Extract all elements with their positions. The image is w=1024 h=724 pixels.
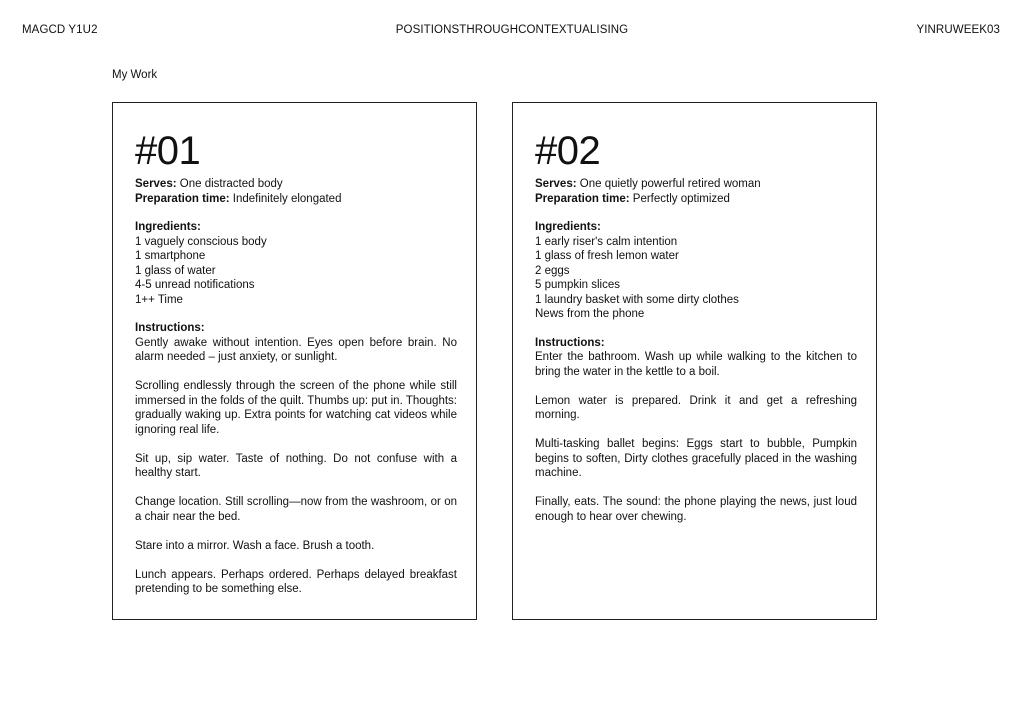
ingredients-list bbox=[135, 235, 457, 308]
instructions-heading: Instructions: bbox=[535, 336, 605, 349]
ingredient-item: 1 smartphone bbox=[135, 250, 206, 262]
ingredient-item: 2 eggs bbox=[535, 264, 570, 277]
card-number: #02 bbox=[535, 129, 601, 173]
instruction-paragraph: Sit up, sip water. Taste of nothing. Do not confuse with a healthy start. bbox=[135, 452, 457, 479]
ingredients-list bbox=[535, 235, 857, 322]
prep-time-line bbox=[535, 192, 857, 207]
section-label: My Work bbox=[112, 69, 158, 81]
instruction-paragraph: Enter the bathroom. Wash up while walking to the kitchen to bring the water in the kettle to a boil. bbox=[535, 351, 857, 378]
header-course-code: MAGCD Y1U2 bbox=[22, 24, 98, 36]
ingredient-item: 5 pumpkin slices bbox=[535, 279, 621, 291]
ingredient-item: 4-5 unread notifications bbox=[135, 279, 255, 291]
recipe-card-01 bbox=[112, 102, 477, 620]
ingredient-item: 1 vaguely conscious body bbox=[135, 235, 267, 248]
prep-time-line bbox=[135, 192, 457, 207]
instruction-paragraph: Finally, eats. The sound: the phone playing the news, just loud enough to hear over chewing. bbox=[535, 496, 857, 523]
header-week: YINRUWEEK03 bbox=[916, 24, 1000, 36]
prep-time-value: Perfectly optimized bbox=[629, 192, 730, 205]
instruction-paragraph: Stare into a mirror. Wash a face. Brush a tooth. bbox=[135, 539, 375, 552]
serves-value: One distracted body bbox=[176, 178, 283, 190]
ingredient-item: 1 glass of water bbox=[135, 264, 216, 277]
serves-value: One quietly powerful retired woman bbox=[576, 178, 761, 190]
card-number: #01 bbox=[135, 129, 201, 173]
serves-label: Serves: bbox=[135, 178, 177, 190]
ingredients-heading: Ingredients: bbox=[135, 221, 201, 233]
serves-line bbox=[135, 177, 457, 192]
prep-time-value: Indefinitely elongated bbox=[229, 192, 342, 205]
ingredients-heading: Ingredients: bbox=[535, 221, 601, 233]
recipe-card-02 bbox=[512, 102, 877, 620]
prep-time-label: Preparation time: bbox=[135, 192, 230, 205]
instruction-paragraph: Change location. Still scrolling—now from the washroom, or on a chair near the bed. bbox=[135, 496, 457, 523]
instruction-paragraph: Lemon water is prepared. Drink it and get a refreshing morning. bbox=[535, 394, 857, 421]
instruction-paragraph: Multi-tasking ballet begins: Eggs start to bubble, Pumpkin begins to soften, Dirty clothes gracefully placed in the washing machine. bbox=[535, 438, 857, 479]
prep-time-label: Preparation time: bbox=[535, 192, 630, 205]
ingredient-item: 1++ Time bbox=[135, 293, 183, 306]
instructions-heading: Instructions: bbox=[135, 322, 205, 334]
ingredient-item: 1 glass of fresh lemon water bbox=[535, 250, 679, 262]
serves-label: Serves: bbox=[535, 178, 577, 190]
instruction-paragraph: Lunch appears. Perhaps ordered. Perhaps delayed breakfast pretending to be something else. bbox=[135, 568, 457, 595]
serves-line bbox=[535, 177, 857, 192]
header-title: POSITIONSTHROUGHCONTEXTUALISING bbox=[395, 24, 629, 36]
instruction-paragraph: Scrolling endlessly through the screen of the phone while still immersed in the folds of the quilt. Thumbs up: put in. Thoughts: gradually waking up. Extra points for watching cat videos while ignoring real life. bbox=[135, 380, 457, 436]
ingredient-item: News from the phone bbox=[535, 308, 645, 320]
instruction-paragraph: Gently awake without intention. Eyes open before brain. No alarm needed – just anxiety, or sunlight. bbox=[135, 336, 457, 363]
ingredient-item: 1 early riser's calm intention bbox=[535, 235, 678, 248]
ingredient-item: 1 laundry basket with some dirty clothes bbox=[535, 293, 739, 306]
